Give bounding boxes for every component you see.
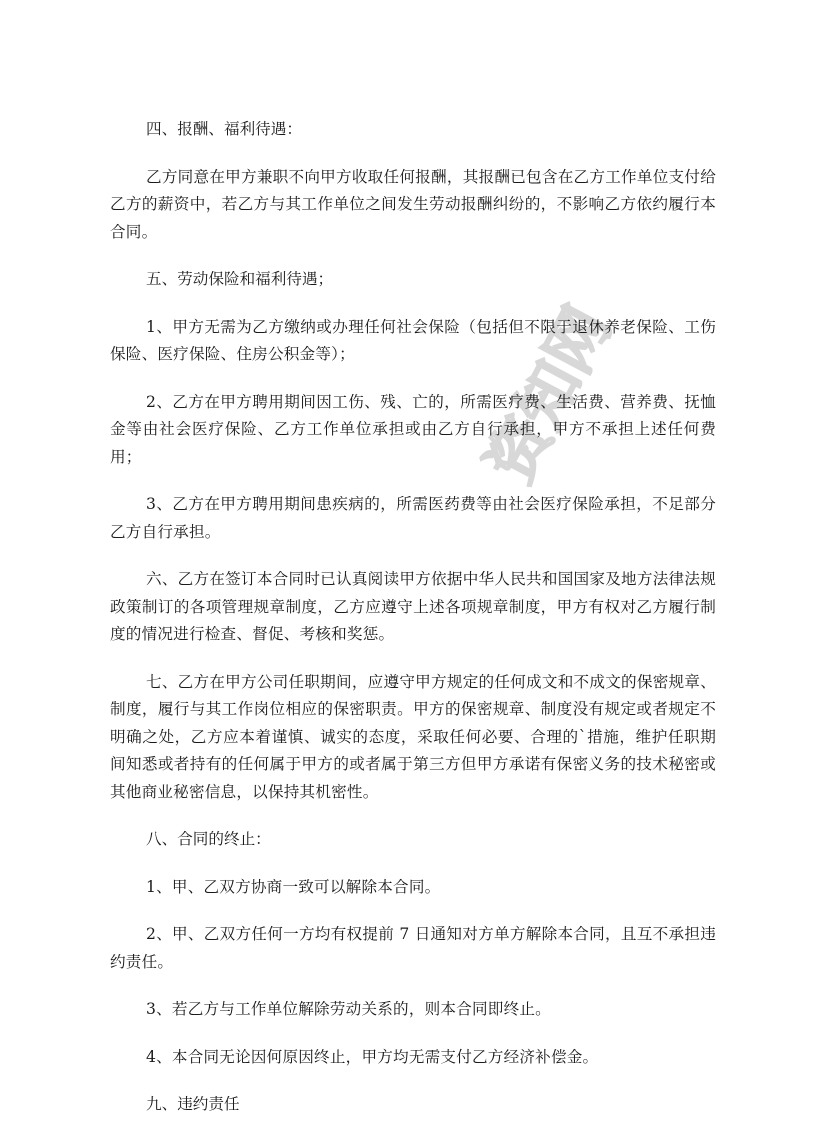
section-heading-termination: 八、合同的终止： <box>146 830 271 848</box>
paragraph-termination-3: 3、若乙方与工作单位解除劳动关系的，则本合同即终止。 <box>146 1000 551 1018</box>
paragraph-insurance-3: 3、乙方在甲方聘用期间患疾病的，所需医药费等由社会医疗保险承担，不足部分乙方自行承担。 <box>110 495 716 541</box>
section-heading-compensation: 四、报酬、福利待遇： <box>146 120 302 138</box>
paragraph-compensation: 乙方同意在甲方兼职不向甲方收取任何报酬，其报酬已包含在乙方工作单位支付给乙方的薪资中，若乙方与其工作单位之间发生劳动报酬纠纷的，不影响乙方依约履行本合同。 <box>110 167 716 241</box>
section-heading-breach: 九、违约责任 <box>146 1095 240 1113</box>
paragraph-termination-2: 2、甲、乙双方任何一方均有权提前 7 日通知对方单方解除本合同，且互不承担违约责任。 <box>110 925 716 971</box>
paragraph-termination-4: 4、本合同无论因何原因终止，甲方均无需支付乙方经济补偿金。 <box>146 1047 599 1066</box>
paragraph-termination-1: 1、甲、乙双方协商一致可以解除本合同。 <box>146 877 441 896</box>
paragraph-insurance-2: 2、乙方在甲方聘用期间因工伤、残、亡的，所需医疗费、生活费、营养费、抚恤金等由社会医疗保险、乙方工作单位承担或由乙方自行承担，甲方不承担上述任何费用； <box>110 392 716 466</box>
paragraph-insurance-1: 1、甲方无需为乙方缴纳或办理任何社会保险（包括但不限于退休养老保险、工伤保险、医疗保险、住房公积金等）； <box>110 317 716 363</box>
watermark-text: 资知网 <box>472 295 625 494</box>
document-body <box>110 116 716 1139</box>
paragraph-rules: 六、乙方在签订本合同时已认真阅读甲方依据中华人民共和国国家及地方法律法规政策制订的各项管理规章制度，乙方应遵守上述各项规章制度，甲方有权对乙方履行制度的情况进行检查、督促、考核和奖惩。 <box>110 570 716 643</box>
paragraph-confidentiality: 七、乙方在甲方公司任职期间，应遵守甲方规定的任何成文和不成文的保密规章、制度，履行与其工作岗位相应的保密职责。甲方的保密规章、制度没有规定或者规定不明确之处，乙方应本着谨慎、诚实的态度，采取任何必要、合理的`措施，维护任职期间知悉或者持有的任何属于甲方的或者属于第三方但甲方承诺有保密义务的技术秘密或其他商业秘密信息，以保持其机密性。 <box>110 672 716 801</box>
section-heading-insurance: 五、劳动保险和福利待遇； <box>146 270 334 288</box>
